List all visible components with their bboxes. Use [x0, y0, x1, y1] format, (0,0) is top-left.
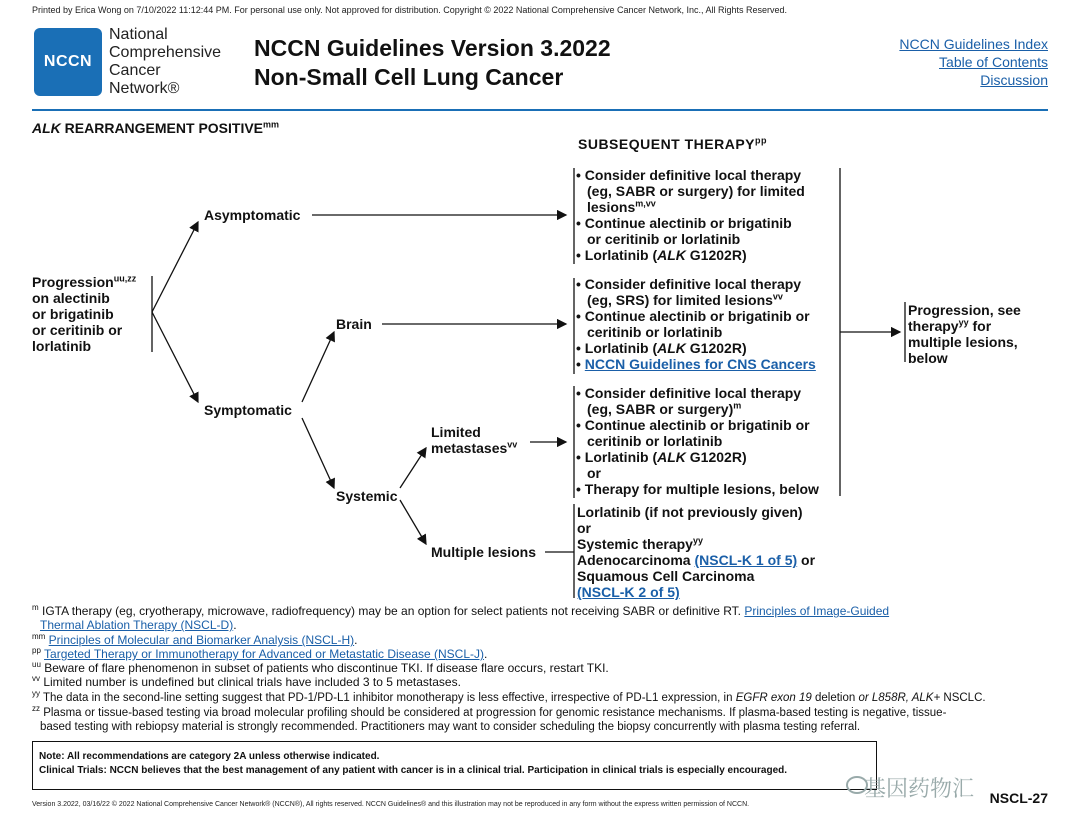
limited-line-1: Limited [431, 424, 481, 440]
box-sup: vv [772, 291, 783, 302]
logo-abbr: NCCN [43, 53, 93, 70]
box-line [576, 292, 816, 308]
multiple-lesions-node: Multiple lesions [431, 544, 537, 560]
progression-sup: uu,zz [113, 273, 137, 284]
box-text: G1202R) [685, 449, 747, 465]
box-line [576, 401, 819, 417]
multiple-lesions-therapy-box [577, 504, 815, 600]
box-line: ceritinib or lorlatinib [587, 433, 723, 449]
box-line: below [908, 350, 948, 366]
footnote-uu [32, 661, 1052, 675]
title-line-2: Non-Small Cell Lung Cancer [254, 64, 564, 90]
fn-text: Limited number is undefined but clinical trials have included 3 to 5 metastases. [40, 675, 461, 689]
limited-metastases-node [431, 424, 517, 456]
box-line [576, 199, 805, 215]
box-line: or ceritinib or lorlatinib [587, 231, 741, 247]
box-line: (eg, SABR or surgery) for limited [587, 183, 805, 199]
progression-node [32, 274, 136, 354]
box-line: • Continue alectinib or brigatinib [576, 215, 792, 231]
progression-text: Progression [32, 274, 114, 290]
ablation-link-2[interactable]: Thermal Ablation Therapy (NSCL-D) [40, 618, 234, 632]
fn-sup: m [32, 603, 39, 612]
box-line: • Consider definitive local therapy [576, 167, 802, 183]
box-text: for [968, 318, 992, 334]
footnote-mm [32, 633, 1052, 647]
fn-sup: yy [32, 689, 40, 699]
progression-line-1 [32, 274, 136, 290]
box-gene: ALK [657, 247, 686, 263]
section-gene: ALK [32, 120, 61, 136]
box-sup: yy [958, 317, 969, 328]
fn-text: deletion [811, 692, 859, 704]
nscl-k-2-link[interactable]: (NSCL-K 2 of 5) [577, 584, 680, 600]
box-line: Progression, see [908, 302, 1021, 318]
brain-node: Brain [336, 316, 372, 332]
fn-text: . [354, 633, 358, 647]
footnote-pp [32, 647, 1052, 661]
box-line [577, 552, 815, 568]
brain-therapy-box [576, 276, 816, 372]
discussion-link[interactable]: Discussion [980, 72, 1048, 88]
logo-line: Network® [109, 80, 180, 97]
fn-sup: vv [32, 674, 40, 683]
note-line-1: Note: All recommendations are category 2A unless otherwise indicated. [39, 751, 380, 762]
fn-sup: zz [32, 704, 40, 714]
fn-text: Plasma or tissue-based testing via broad molecular profiling should be considered at progression for genomic resistance mechanisms. If plasma-based testing is negative, tissue- [40, 707, 947, 719]
fn-italic: or L858R, ALK+ [858, 692, 941, 704]
asymptomatic-therapy-box [576, 167, 805, 263]
print-line: Printed by Erica Wong on 7/10/2022 11:12:44 PM. For personal use only. Not approved for distribution. Copyright © 2022 National Comprehensive Cancer Network, Inc., All Rights Reserved. [32, 5, 788, 15]
box-text: lesions [587, 199, 636, 215]
fn-sup: pp [32, 646, 41, 655]
footnote-zz [32, 706, 1052, 734]
progression-line-5: lorlatinib [32, 338, 92, 354]
title-line-1: NCCN Guidelines Version 3.2022 [254, 35, 611, 61]
box-line [576, 340, 816, 356]
cns-cancers-link[interactable]: NCCN Guidelines for CNS Cancers [584, 356, 816, 372]
box-line [576, 247, 805, 263]
box-line [577, 584, 815, 600]
box-text: • Lorlatinib ( [576, 449, 658, 465]
box-sup: yy [692, 535, 703, 546]
box-line: or [587, 465, 601, 481]
fn-sup: uu [32, 660, 41, 669]
box-text: • Lorlatinib ( [576, 247, 658, 263]
footnote-m [32, 604, 1052, 632]
fn-sup: mm [32, 632, 46, 641]
box-line: • Continue alectinib or brigatinib or [576, 308, 810, 324]
footnote-vv [32, 675, 1052, 689]
subsequent-label: SUBSEQUENT THERAPY [578, 136, 756, 152]
box-gene: ALK [657, 340, 686, 356]
limited-text: metastases [431, 440, 508, 456]
nscl-k-1-link[interactable]: (NSCL-K 1 of 5) [694, 552, 798, 568]
note-line-2: Clinical Trials: NCCN believes that the best management of any patient with cancer is in a clinical trial. Participation in clinical trials is especially encouraged. [39, 765, 788, 776]
box-text: Systemic therapy [577, 536, 693, 552]
limited-line-2 [431, 440, 517, 456]
logo-line: Cancer [109, 62, 161, 79]
box-line: • Continue alectinib or brigatinib or [576, 417, 810, 433]
section-sup: mm [263, 119, 280, 130]
box-sup: m [733, 400, 742, 411]
box-sup: m,vv [635, 198, 656, 209]
copyright-footer: Version 3.2022, 03/16/22 © 2022 National Comprehensive Cancer Network® (NCCN®), All rights reserved. NCCN Guidelines® and this illustration may not be reproduced in any form without the express written permission of NCCN. [32, 801, 750, 808]
subsequent-sup: pp [755, 135, 768, 146]
progression-see-node [908, 302, 1021, 366]
fn-text: . [233, 618, 237, 632]
box-text: (eg, SABR or surgery) [587, 401, 734, 417]
logo-line: Comprehensive [109, 44, 222, 61]
box-text: (eg, SRS) for limited lesions [587, 292, 773, 308]
box-line: Lorlatinib (if not previously given) [577, 504, 803, 520]
section-rest: REARRANGEMENT POSITIVE [60, 120, 264, 136]
ablation-link[interactable]: Principles of Image-Guided [744, 604, 890, 618]
fn-text: NSCLC. [940, 692, 986, 704]
table-of-contents-link[interactable]: Table of Contents [939, 54, 1048, 70]
box-line: multiple lesions, [908, 334, 1018, 350]
box-line [576, 356, 816, 372]
fn-text: . [484, 647, 488, 661]
watermark: 基因药物汇 [864, 776, 975, 801]
box-gene: ALK [657, 449, 686, 465]
fn-text: The data in the second-line setting suggest that PD-1/PD-L1 inhibitor monotherapy is less effective, irrespective of PD-L1 expression, in [40, 692, 736, 704]
fn-italic: EGFR exon 19 [735, 692, 812, 704]
targeted-therapy-link[interactable]: Targeted Therapy or Immunotherapy for Advanced or Metastatic Disease (NSCL-J) [44, 647, 485, 661]
box-text: therapy [908, 318, 959, 334]
limited-metastases-therapy-box [576, 385, 819, 497]
box-line: • Consider definitive local therapy [576, 385, 802, 401]
limited-sup: vv [507, 439, 518, 450]
guidelines-index-link[interactable]: NCCN Guidelines Index [899, 36, 1048, 52]
note-box [32, 741, 877, 790]
symptomatic-node: Symptomatic [204, 402, 292, 418]
progression-line-3: or brigatinib [32, 306, 114, 322]
box-line [576, 449, 819, 465]
progression-line-4: or ceritinib or [32, 322, 123, 338]
systemic-node: Systemic [336, 488, 398, 504]
fn-text: based testing with rebiopsy material is strongly recommended. Practitioners may want to consider scheduling the biopsy concurrently with plasma testing referral. [40, 721, 861, 733]
box-text: G1202R) [685, 247, 747, 263]
fn-text: IGTA therapy (eg, cryotherapy, microwave, radiofrequency) may be an option for select patients not receiving SABR or definitive RT. [38, 604, 745, 618]
logo-line: National [109, 26, 168, 43]
box-text: • Lorlatinib ( [576, 340, 658, 356]
box-line: Squamous Cell Carcinoma [577, 568, 755, 584]
box-line: or [577, 520, 591, 536]
box-line [908, 318, 1021, 334]
box-line: • Therapy for multiple lesions, below [576, 481, 819, 497]
box-text: • [576, 356, 585, 372]
molecular-analysis-link[interactable]: Principles of Molecular and Biomarker Analysis (NSCL-H) [48, 633, 355, 647]
footnote-yy [32, 691, 1052, 705]
fn-text: Beware of flare phenomenon in subset of patients who discontinue TKI. If disease flare occurs, restart TKI. [40, 661, 609, 675]
box-text: or [797, 552, 816, 568]
box-text: Adenocarcinoma [577, 552, 695, 568]
box-line [577, 536, 815, 552]
asymptomatic-node: Asymptomatic [204, 207, 301, 223]
progression-line-2: on alectinib [32, 290, 110, 306]
box-line: ceritinib or lorlatinib [587, 324, 723, 340]
box-text: G1202R) [685, 340, 747, 356]
box-line: • Consider definitive local therapy [576, 276, 802, 292]
page-id: NSCL-27 [989, 790, 1048, 806]
